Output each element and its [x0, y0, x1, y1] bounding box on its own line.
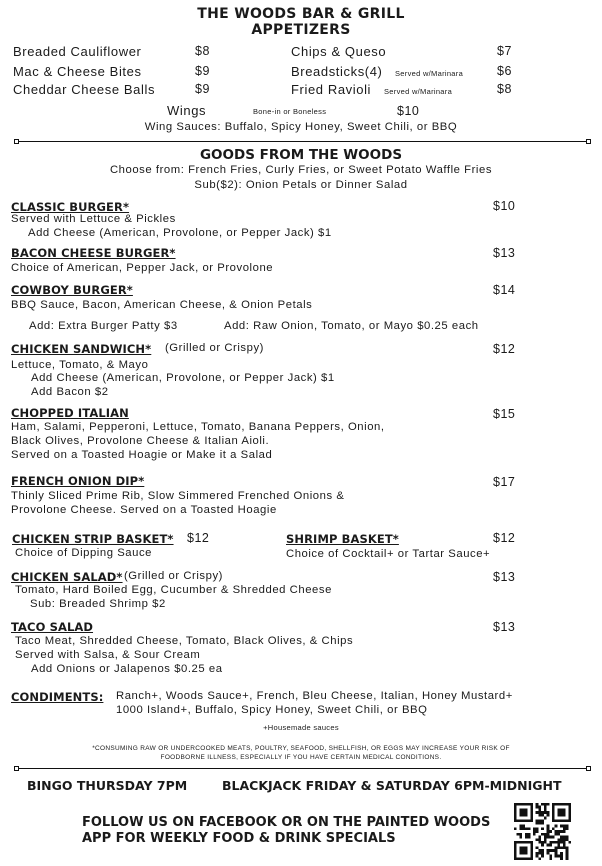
item-price: $17	[493, 475, 516, 489]
item-price: $15	[493, 407, 516, 421]
item-name-classic-burger: CLASSIC BURGER*	[11, 200, 130, 214]
item-name-cowboy-burger: COWBOY BURGER*	[11, 283, 133, 297]
item-name-french-onion-dip: FRENCH ONION DIP*	[11, 474, 145, 488]
item-name-taco-salad: TACO SALAD	[11, 620, 94, 634]
item-price: $13	[493, 570, 516, 584]
item-addon: Sub: Breaded Shrimp $2	[30, 598, 166, 610]
restaurant-name: THE WOODS BAR & GRILL	[197, 6, 405, 22]
bingo-event: BINGO THURSDAY 7PM	[27, 778, 188, 793]
blackjack-event: BLACKJACK FRIDAY & SATURDAY 6PM-MIDNIGHT	[222, 778, 562, 793]
condiments-list: Ranch+, Woods Sauce+, French, Bleu Cheese, Italian, Honey Mustard+	[116, 690, 513, 702]
appetizer-name: Cheddar Cheese Balls	[13, 82, 156, 97]
square-end-cap-icon	[14, 139, 19, 144]
follow-us-line: APP FOR WEEKLY FOOD & DRINK SPECIALS	[82, 831, 396, 846]
item-price: $12	[187, 531, 210, 545]
item-addon: Add Bacon $2	[31, 386, 109, 398]
item-name-chicken-strip-basket: CHICKEN STRIP BASKET*	[12, 532, 174, 546]
appetizer-name: Breadsticks(4)	[291, 64, 383, 79]
item-description: Thinly Sliced Prime Rib, Slow Simmered Frenched Onions &	[11, 490, 345, 502]
item-addon: Add Cheese (American, Provolone, or Pepper Jack) $1	[31, 372, 335, 384]
item-price: $13	[493, 620, 516, 634]
item-price: $12	[493, 342, 516, 356]
housemade-note: +Housemade sauces	[263, 723, 339, 732]
item-name-chicken-sandwich: CHICKEN SANDWICH*	[11, 342, 152, 356]
item-addon: Add Onions or Jalapenos $0.25 ea	[31, 663, 223, 675]
item-description: Choice of Cocktail+ or Tartar Sauce+	[286, 548, 491, 560]
item-addon: Add Cheese (American, Provolone, or Pepper Jack) $1	[28, 227, 332, 239]
item-name-bacon-cheese-burger: BACON CHEESE BURGER*	[11, 246, 176, 260]
item-name-shrimp-basket: SHRIMP BASKET*	[286, 532, 399, 546]
item-name-chicken-salad: CHICKEN SALAD*	[11, 570, 123, 584]
item-price: $14	[493, 283, 516, 297]
sides-choice: Choose from: French Fries, Curly Fries, or Sweet Potato Waffle Fries	[109, 164, 493, 176]
square-end-cap-icon	[586, 139, 591, 144]
item-description: Black Olives, Provolone Cheese & Italian Aioli.	[11, 435, 270, 447]
item-description: Provolone Cheese. Served on a Toasted Hoagie	[11, 504, 277, 516]
follow-us-line: FOLLOW US ON FACEBOOK OR ON THE PAINTED WOODS	[82, 815, 491, 830]
section-divider	[17, 768, 589, 769]
appetizer-note: Served w/Marinara	[384, 87, 453, 96]
burger-addon: Add: Extra Burger Patty $3	[29, 320, 178, 332]
square-end-cap-icon	[14, 766, 19, 771]
burger-addon: Add: Raw Onion, Tomato, or Mayo $0.25 each	[224, 320, 479, 332]
item-price: $12	[493, 531, 516, 545]
item-description: Taco Meat, Shredded Cheese, Tomato, Black Olives, & Chips	[15, 635, 354, 647]
item-price: $13	[493, 246, 516, 260]
item-description: Served with Salsa, & Sour Cream	[15, 649, 201, 661]
item-option: (Grilled or Crispy)	[124, 570, 223, 582]
qr-code-icon[interactable]	[514, 803, 571, 860]
appetizer-name: Breaded Cauliflower	[13, 44, 142, 59]
consumer-advisory: FOODBORNE ILLNESS, ESPECIALLY IF YOU HAVE CERTAIN MEDICAL CONDITIONS.	[160, 754, 442, 761]
section-divider	[17, 141, 589, 142]
appetizer-price: $9	[195, 64, 210, 78]
wings-name: Wings	[167, 103, 207, 118]
condiments-label: CONDIMENTS:	[11, 690, 104, 704]
item-description: Ham, Salami, Pepperoni, Lettuce, Tomato, Banana Peppers, Onion,	[11, 421, 385, 433]
appetizer-name: Chips & Queso	[291, 44, 387, 59]
appetizer-price: $8	[497, 82, 512, 96]
item-description: Tomato, Hard Boiled Egg, Cucumber & Shredded Cheese	[15, 584, 332, 596]
appetizer-price: $7	[497, 44, 512, 58]
item-description: BBQ Sauce, Bacon, American Cheese, & Onion Petals	[11, 299, 313, 311]
item-price: $10	[493, 199, 516, 213]
item-description: Lettuce, Tomato, & Mayo	[11, 359, 149, 371]
appetizer-price: $9	[195, 82, 210, 96]
wings-price: $10	[397, 104, 420, 118]
item-description: Choice of American, Pepper Jack, or Provolone	[11, 262, 274, 274]
item-description: Served with Lettuce & Pickles	[11, 213, 176, 225]
item-option: (Grilled or Crispy)	[165, 342, 264, 354]
appetizers-title: APPETIZERS	[251, 22, 351, 38]
appetizer-price: $6	[497, 64, 512, 78]
wings-note: Bone-in or Boneless	[253, 107, 327, 116]
consumer-advisory: *CONSUMING RAW OR UNDERCOOKED MEATS, POULTRY, SEAFOOD, SHELLFISH, OR EGGS MAY INCREASE YOUR RISK OF	[92, 745, 510, 752]
appetizer-name: Mac & Cheese Bites	[13, 64, 142, 79]
appetizer-note: Served w/Marinara	[395, 69, 464, 78]
wing-sauces: Wing Sauces: Buffalo, Spicy Honey, Sweet Chili, or BBQ	[144, 121, 458, 133]
square-end-cap-icon	[586, 766, 591, 771]
appetizer-price: $8	[195, 44, 210, 58]
condiments-list: 1000 Island+, Buffalo, Spicy Honey, Sweet Chili, or BBQ	[116, 704, 428, 716]
item-description: Served on a Toasted Hoagie or Make it a Salad	[11, 449, 273, 461]
item-name-chopped-italian: CHOPPED ITALIAN	[11, 406, 129, 420]
sides-sub: Sub($2): Onion Petals or Dinner Salad	[194, 179, 408, 191]
item-description: Choice of Dipping Sauce	[15, 547, 152, 559]
appetizer-name: Fried Ravioli	[291, 82, 372, 97]
goods-title: GOODS FROM THE WOODS	[199, 147, 403, 163]
